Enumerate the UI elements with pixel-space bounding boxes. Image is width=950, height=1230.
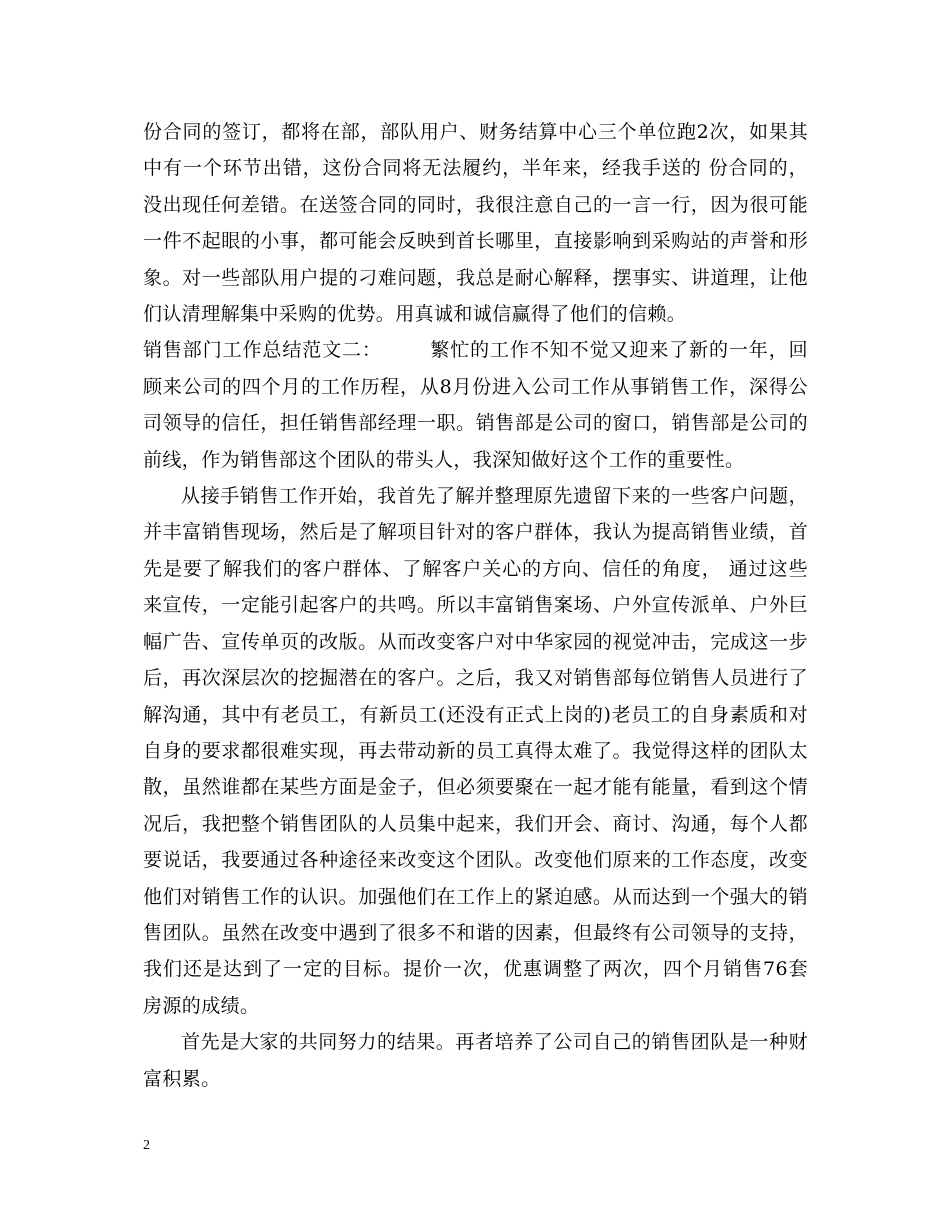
section-intro-text: 繁忙的工作不知不觉又迎来了新的一年，回顾来公司的四个月的工作历程，从8月份进入公司工作从事销售工作，深得公司领导的信任，担任销售部经理一职。销售部是公司的窗口，销售部是公司的前线，作为销售部这个团队的带头人，我深知做好这个工作的重要性。 (143, 339, 808, 471)
paragraph-conclusion: 首先是大家的共同努力的结果。再者培养了公司自己的销售团队是一种财富积累。 (143, 1031, 808, 1090)
section-heading: 销售部门工作总结范文二： (143, 339, 382, 362)
paragraph-contract-signing: 份合同的签订，都将在部，部队用户、财务结算中心三个单位跑2次，如果其中有一个环节出错，这份合同将无法履约，半年来，经我手送的 份合同的，没出现任何差错。在送签合同的同时，我很注意自己的一言一行，因为很可能一件不起眼的小事，都可能会反映到首长哪里，直接影响到采购站的声誉和形象。对一些部队用户提的刁难问题，我总是耐心解释，摆事实、讲道理，让他们认清理解集中采购的优势。用真诚和诚信赢得了他们的信赖。 (143, 121, 808, 326)
page-number: 2 (143, 1138, 150, 1153)
paragraph-sample-two (143, 332, 808, 478)
paragraph-sales-work: 从接手销售工作开始，我首先了解并整理原先遗留下来的一些客户问题，并丰富销售现场，然后是了解项目针对的客户群体，我认为提高销售业绩，首先是要了解我们的客户群体、了解客户关心的方向、信任的角度， 通过这些来宣传，一定能引起客户的共鸣。所以丰富销售案场、户外宣传派单、户外巨幅广告、宣传单页的改版。从而改变客户对中华家园的视觉冲击，完成这一步后，再次深层次的挖掘潜在的客户。之后，我又对销售部每位销售人员进行了解沟通，其中有老员工，有新员工(还没有正式上岗的)老员工的自身素质和对自身的要求都很难实现，再去带动新的员工真得太难了。我觉得这样的团队太散，虽然谁都在某些方面是金子，但必须要聚在一起才能有能量，看到这个情况后，我把整个销售团队的人员集中起来，我们开会、商讨、沟通，每个人都要说话，我要通过各种途径来改变这个团队。改变他们原来的工作态度，改变他们对销售工作的认识。加强他们在工作上的紧迫感。从而达到一个强大的销售团队。虽然在改变中遇到了很多不和谐的因素，但最终有公司领导的支持，我们还是达到了一定的目标。提价一次，优惠调整了两次，四个月销售76套房源的成绩。 (143, 485, 808, 1017)
document-body (143, 114, 808, 1097)
